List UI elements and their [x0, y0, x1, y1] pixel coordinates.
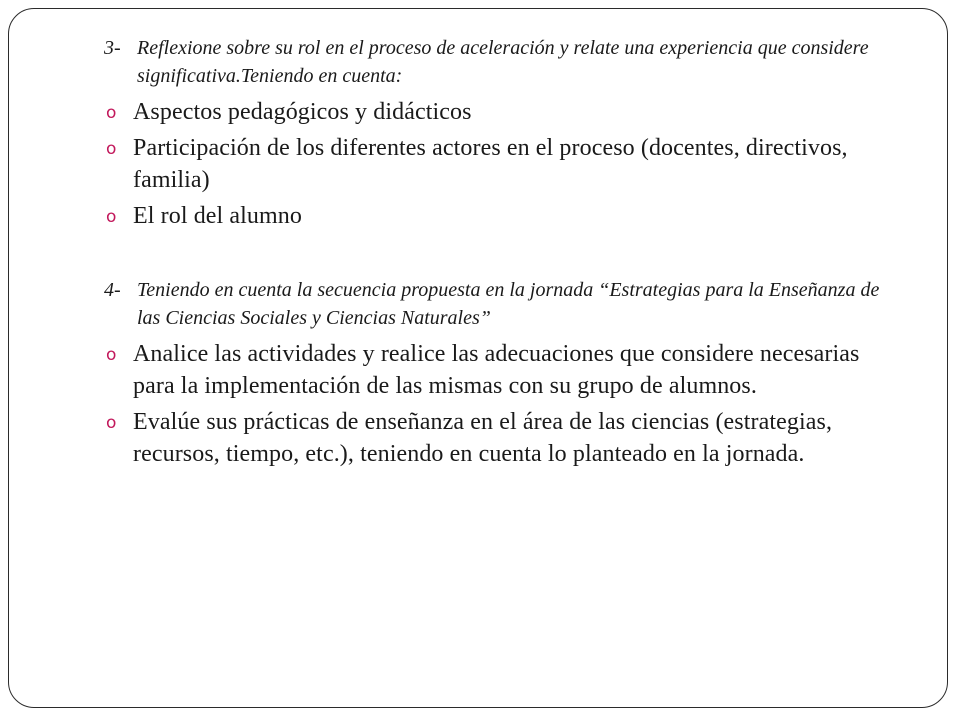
list-item-text: Evalúe sus prácticas de enseñanza en el área de las ciencias (estrategias, recursos, tiempo, etc.), teniendo en cuenta lo planteado en la jornada.	[133, 409, 833, 467]
list-item	[104, 338, 904, 402]
question-3	[104, 34, 904, 90]
question-text: Teniendo en cuenta la secuencia propuesta en la jornada “Estrategias para la Enseñanza de las Ciencias Sociales y Ciencias Naturales”	[137, 279, 880, 329]
list-item	[104, 406, 904, 470]
question-4	[104, 276, 904, 332]
list-item-text: Aspectos pedagógicos y didácticos	[133, 99, 472, 125]
question-number: 4-	[104, 279, 121, 301]
question-text: Reflexione sobre su rol en el proceso de aceleración y relate una experiencia que considere significativa.Teniendo en cuenta:	[137, 37, 869, 87]
slide-content	[104, 34, 904, 470]
list-item-text: Analice las actividades y realice las adecuaciones que considere necesarias para la implementación de las mismas con su grupo de alumnos.	[133, 341, 860, 399]
question-number: 3-	[104, 37, 121, 59]
list-item-text: El rol del alumno	[133, 203, 302, 229]
bullet-marker: o	[106, 103, 117, 123]
list-item	[104, 200, 904, 232]
list-item-text: Participación de los diferentes actores en el proceso (docentes, directivos, familia)	[133, 135, 848, 193]
bullet-marker: o	[106, 413, 117, 433]
bullet-marker: o	[106, 139, 117, 159]
list-item	[104, 96, 904, 128]
bullet-marker: o	[106, 207, 117, 227]
bullet-marker: o	[106, 345, 117, 365]
list-item	[104, 132, 904, 196]
